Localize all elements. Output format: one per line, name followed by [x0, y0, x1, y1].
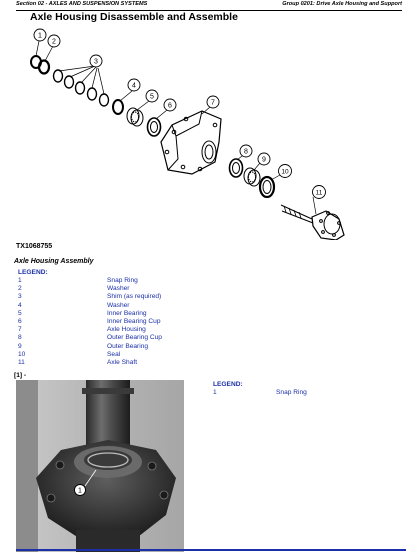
figure-caption: Axle Housing Assembly: [14, 258, 94, 265]
part-axle-shaft: [281, 205, 344, 240]
axle-housing-exploded-diagram: [16, 24, 366, 240]
legend-label: Snap Ring: [276, 389, 307, 396]
part-outer-bearing: [244, 168, 260, 186]
legend-row: [18, 310, 218, 318]
callout-label: 7: [211, 99, 215, 107]
legend-label: Shim (as required): [107, 293, 162, 301]
legend-label: Outer Bearing: [107, 342, 149, 350]
part-axle-housing: [161, 111, 221, 174]
legend-num: 8: [18, 334, 22, 342]
page-header: [16, 0, 402, 11]
legend-num: 10: [18, 350, 26, 358]
legend-num: 4: [18, 301, 22, 309]
legend-label: Snap Ring: [107, 277, 138, 284]
callout-label: 3: [94, 58, 98, 66]
callout-label: 4: [132, 82, 136, 90]
legend-label: Seal: [107, 350, 121, 358]
legend-row: [18, 277, 218, 285]
photo-callout-label: 1: [78, 487, 82, 495]
snap-ring-photo: [16, 380, 184, 552]
part-seal: [260, 177, 274, 197]
legend-label: Inner Bearing: [107, 309, 147, 317]
legend-num: 9: [18, 342, 22, 350]
legend-row: [18, 302, 218, 310]
callout-label: 1: [38, 32, 42, 40]
legend-num: 5: [18, 309, 22, 317]
part-inner-bearing: [127, 108, 143, 126]
legend-row: [18, 343, 218, 351]
legend-row: [18, 334, 218, 342]
legend-row: [18, 285, 218, 293]
section-label: Section 02 - AXLES AND SUSPENSION SYSTEMS: [16, 1, 148, 7]
legend-num: 1: [18, 277, 22, 284]
legend-label: Washer: [107, 301, 130, 309]
part-inner-bearing-cup: [148, 118, 161, 136]
part-shim: [100, 94, 109, 106]
callout-label: 10: [281, 168, 289, 176]
photo-legend-heading: LEGEND:: [213, 381, 243, 388]
legend-num: 2: [18, 285, 22, 293]
part-washer-2: [39, 61, 49, 74]
legend-num: 7: [18, 326, 22, 334]
part-shim: [65, 76, 74, 88]
legend-row: [18, 351, 218, 359]
figure-id: TX1068755: [16, 243, 53, 250]
bottom-rule: [16, 549, 406, 551]
photo-legend: [213, 380, 353, 397]
part-washer-4: [113, 100, 123, 114]
legend-label: Outer Bearing Cup: [107, 334, 162, 342]
part-shim: [54, 70, 63, 82]
legend-row: [213, 389, 353, 397]
legend-heading: LEGEND:: [18, 269, 48, 276]
callout-label: 6: [168, 102, 172, 110]
callout-label: 11: [315, 189, 323, 197]
legend-row: [18, 293, 218, 301]
page-title: Axle Housing Disassemble and Assemble: [30, 11, 238, 23]
legend-num: 1: [213, 389, 217, 396]
part-shim: [76, 82, 85, 94]
legend-label: Axle Housing: [107, 326, 146, 334]
callout-label: 8: [244, 148, 248, 156]
legend-row: [18, 359, 218, 367]
legend-num: 11: [18, 358, 25, 366]
legend-num: 3: [18, 293, 22, 301]
group-label: Group 0201: Drive Axle Housing and Support: [282, 1, 402, 7]
legend-label: Washer: [107, 285, 130, 293]
legend-num: 6: [18, 317, 22, 325]
callout-label: 5: [150, 93, 154, 101]
callout-label: 9: [262, 156, 266, 164]
part-shim: [88, 88, 97, 100]
part-outer-bearing-cup: [230, 159, 243, 177]
legend-label: Inner Bearing Cup: [107, 317, 161, 325]
legend-row: [18, 318, 218, 326]
step-label: [1] -: [14, 372, 27, 379]
legend: [18, 268, 218, 367]
legend-row: [18, 326, 218, 334]
callout-label: 2: [52, 38, 56, 46]
legend-label: Axle Shaft: [107, 358, 138, 366]
